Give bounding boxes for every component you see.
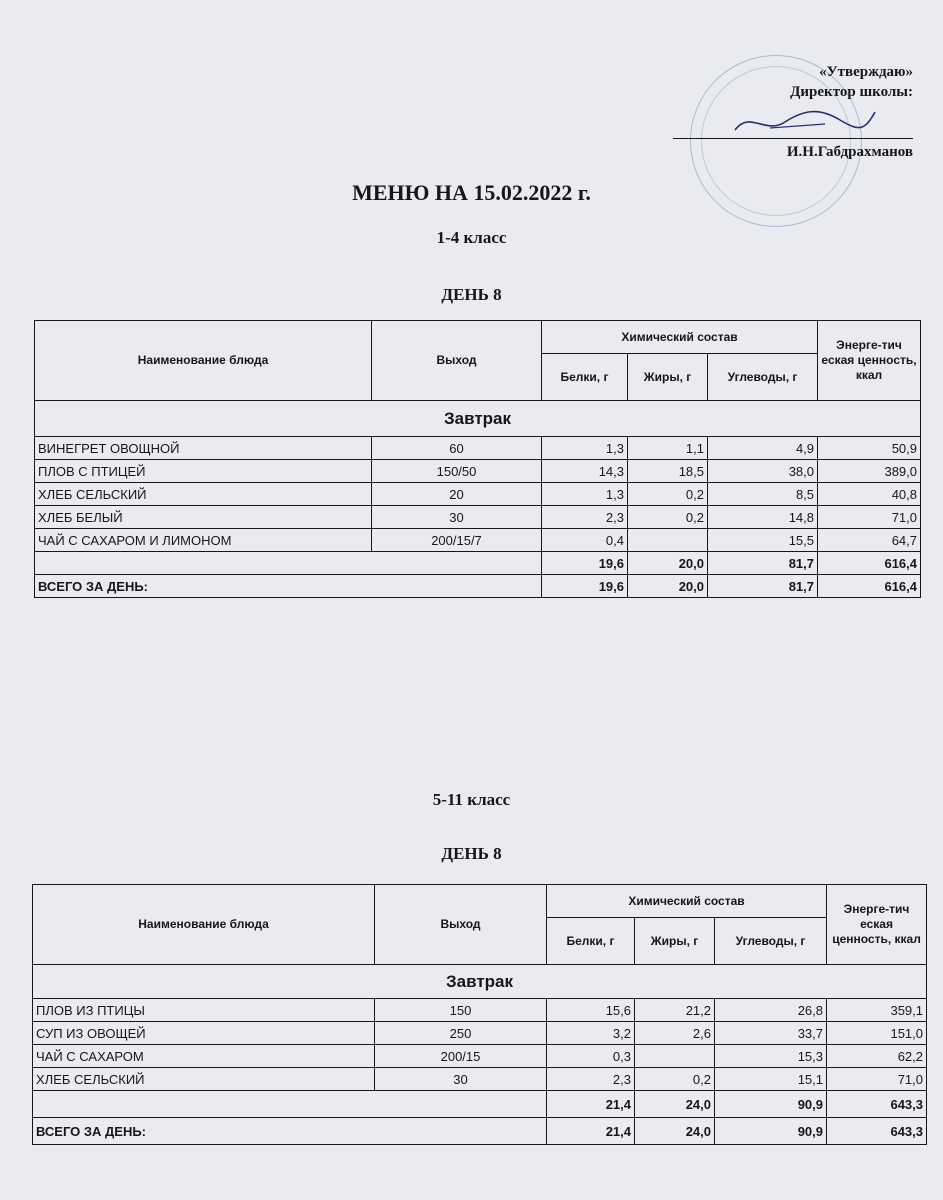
dish-fats: 2,6	[635, 1022, 715, 1045]
dish-name: ПЛОВ С ПТИЦЕЙ	[35, 460, 372, 483]
table-row	[35, 506, 921, 529]
total-carbs: 90,9	[715, 1118, 827, 1145]
subtotal-carbs: 81,7	[708, 552, 818, 575]
dish-name: ПЛОВ ИЗ ПТИЦЫ	[33, 999, 375, 1022]
table-row	[35, 483, 921, 506]
subtotal-energy: 616,4	[818, 552, 921, 575]
total-fats: 24,0	[635, 1118, 715, 1145]
dish-fats: 0,2	[635, 1068, 715, 1091]
dish-fats: 1,1	[628, 437, 708, 460]
dish-proteins: 15,6	[547, 999, 635, 1022]
dish-proteins: 14,3	[542, 460, 628, 483]
total-proteins: 21,4	[547, 1118, 635, 1145]
col-fats-header: Жиры, г	[628, 354, 708, 401]
dish-carbs: 8,5	[708, 483, 818, 506]
col-proteins-header: Белки, г	[542, 354, 628, 401]
dish-proteins: 0,4	[542, 529, 628, 552]
dish-proteins: 1,3	[542, 483, 628, 506]
dish-output: 150	[375, 999, 547, 1022]
subtotal-fats: 24,0	[635, 1091, 715, 1118]
col-dish-header: Наименование блюда	[35, 321, 372, 401]
table-row	[35, 529, 921, 552]
dish-carbs: 38,0	[708, 460, 818, 483]
table-row	[33, 1068, 927, 1091]
dish-carbs: 14,8	[708, 506, 818, 529]
grade-heading: 1-4 класс	[436, 228, 507, 247]
table-row	[33, 1045, 927, 1068]
dish-carbs: 26,8	[715, 999, 827, 1022]
meal-section-row	[33, 965, 927, 999]
dish-carbs: 4,9	[708, 437, 818, 460]
dish-output: 30	[372, 506, 542, 529]
dish-fats	[628, 529, 708, 552]
table-row	[35, 460, 921, 483]
subtotal-label	[35, 552, 542, 575]
dish-energy: 62,2	[827, 1045, 927, 1068]
dish-carbs: 15,5	[708, 529, 818, 552]
dish-name: ХЛЕБ СЕЛЬСКИЙ	[35, 483, 372, 506]
subtotal-row	[35, 552, 921, 575]
dish-fats: 21,2	[635, 999, 715, 1022]
dish-energy: 64,7	[818, 529, 921, 552]
dish-proteins: 2,3	[542, 506, 628, 529]
col-chem-header: Химический состав	[542, 321, 818, 354]
dish-name: ВИНЕГРЕТ ОВОЩНОЙ	[35, 437, 372, 460]
dish-energy: 50,9	[818, 437, 921, 460]
dish-output: 150/50	[372, 460, 542, 483]
dish-energy: 359,1	[827, 999, 927, 1022]
dish-name: ХЛЕБ СЕЛЬСКИЙ	[33, 1068, 375, 1091]
col-dish-header: Наименование блюда	[33, 885, 375, 965]
dish-energy: 40,8	[818, 483, 921, 506]
table-header-row	[33, 885, 927, 918]
total-energy: 616,4	[818, 575, 921, 598]
dish-carbs: 33,7	[715, 1022, 827, 1045]
day-heading: ДЕНЬ 8	[441, 285, 502, 304]
subtotal-carbs: 90,9	[715, 1091, 827, 1118]
table-row	[35, 437, 921, 460]
position-label: Директор школы:	[790, 84, 913, 100]
dish-name: ХЛЕБ БЕЛЫЙ	[35, 506, 372, 529]
dish-proteins: 1,3	[542, 437, 628, 460]
dish-energy: 389,0	[818, 460, 921, 483]
dish-name: ЧАЙ С САХАРОМ И ЛИМОНОМ	[35, 529, 372, 552]
dish-proteins: 0,3	[547, 1045, 635, 1068]
dish-output: 30	[375, 1068, 547, 1091]
subtotal-row	[33, 1091, 927, 1118]
col-energy-header: Энерге-тич еская ценность, ккал	[827, 885, 927, 965]
col-proteins-header: Белки, г	[547, 918, 635, 965]
col-energy-header: Энерге-тич еская ценность, ккал	[818, 321, 921, 401]
dish-energy: 151,0	[827, 1022, 927, 1045]
approve-label: «Утверждаю»	[819, 64, 913, 80]
col-chem-header: Химический состав	[547, 885, 827, 918]
meal-section-row	[35, 401, 921, 437]
signature-line	[673, 138, 913, 139]
menu-table-5-11	[32, 884, 927, 1145]
dish-carbs: 15,3	[715, 1045, 827, 1068]
total-row	[33, 1118, 927, 1145]
dish-fats: 18,5	[628, 460, 708, 483]
subtotal-proteins: 19,6	[542, 552, 628, 575]
dish-name: СУП ИЗ ОВОЩЕЙ	[33, 1022, 375, 1045]
signer-name: И.Н.Габдрахманов	[786, 144, 913, 160]
dish-fats	[635, 1045, 715, 1068]
col-fats-header: Жиры, г	[635, 918, 715, 965]
approval-block	[653, 62, 913, 160]
table-header-row	[35, 321, 921, 354]
total-label: ВСЕГО ЗА ДЕНЬ:	[35, 575, 542, 598]
table-row	[33, 999, 927, 1022]
grade-heading: 5-11 класс	[432, 790, 511, 809]
dish-fats: 0,2	[628, 506, 708, 529]
dish-output: 20	[372, 483, 542, 506]
table-row	[33, 1022, 927, 1045]
menu-title: МЕНЮ НА 15.02.2022 г.	[352, 180, 591, 205]
meal-label: Завтрак	[33, 965, 927, 999]
total-fats: 20,0	[628, 575, 708, 598]
col-output-header: Выход	[372, 321, 542, 401]
subtotal-energy: 643,3	[827, 1091, 927, 1118]
menu-table-1-4	[34, 320, 921, 598]
dish-proteins: 3,2	[547, 1022, 635, 1045]
dish-output: 200/15	[375, 1045, 547, 1068]
dish-output: 200/15/7	[372, 529, 542, 552]
dish-output: 60	[372, 437, 542, 460]
col-carbs-header: Углеводы, г	[708, 354, 818, 401]
dish-fats: 0,2	[628, 483, 708, 506]
dish-output: 250	[375, 1022, 547, 1045]
total-row	[35, 575, 921, 598]
total-label: ВСЕГО ЗА ДЕНЬ:	[33, 1118, 547, 1145]
total-proteins: 19,6	[542, 575, 628, 598]
dish-name: ЧАЙ С САХАРОМ	[33, 1045, 375, 1068]
meal-label: Завтрак	[35, 401, 921, 437]
subtotal-fats: 20,0	[628, 552, 708, 575]
dish-carbs: 15,1	[715, 1068, 827, 1091]
day-heading: ДЕНЬ 8	[441, 844, 502, 863]
dish-proteins: 2,3	[547, 1068, 635, 1091]
director-signature	[730, 100, 880, 140]
subtotal-label	[33, 1091, 547, 1118]
total-carbs: 81,7	[708, 575, 818, 598]
dish-energy: 71,0	[818, 506, 921, 529]
col-output-header: Выход	[375, 885, 547, 965]
dish-energy: 71,0	[827, 1068, 927, 1091]
subtotal-proteins: 21,4	[547, 1091, 635, 1118]
col-carbs-header: Углеводы, г	[715, 918, 827, 965]
total-energy: 643,3	[827, 1118, 927, 1145]
